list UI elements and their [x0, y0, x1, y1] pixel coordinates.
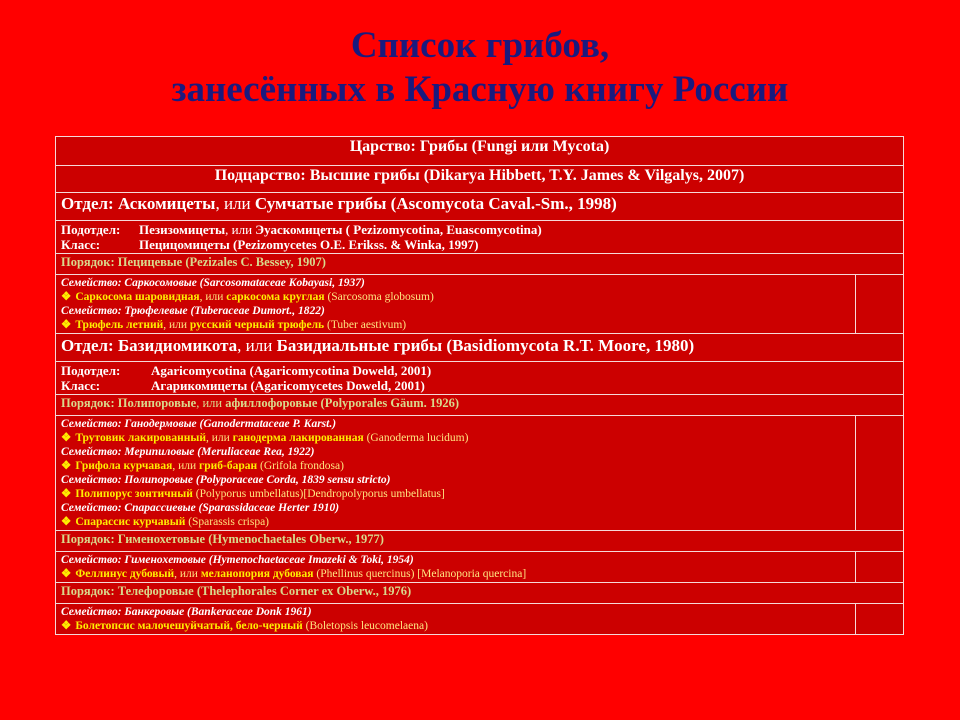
species-latin: (Ganoderma lucidum) — [363, 432, 469, 444]
species-latin: (Grifola frondosa) — [257, 460, 344, 472]
page-title — [0, 24, 960, 112]
species-or: , или — [172, 460, 199, 472]
species-line — [61, 515, 850, 529]
order-row-pezizales — [56, 254, 904, 275]
kingdom-mycota: Mycota — [552, 138, 604, 155]
family-line: Семейство: Мерипиловые (Meruliaceae Rea, 1922) — [61, 446, 315, 458]
subdivision-cell-2 — [56, 362, 904, 395]
order2-alt: афиллофоровые (Polyporales Gäum. 1926) — [225, 396, 460, 410]
subdivision-row-pezizomycotina — [56, 221, 904, 254]
order-row-polyporales — [56, 395, 904, 416]
order-cell-1: Порядок: Пецицевые (Pezizales C. Bessey, 1907) — [56, 254, 904, 275]
bullet-icon: ❖ — [61, 568, 72, 580]
division1-name: Отдел: Аскомицеты — [61, 194, 216, 213]
species-alt: русский черный трюфель — [189, 319, 325, 331]
subkingdom-cell: Подцарство: Высшие грибы (Dikarya Hibbett, T.Y. James & Vilgalys, 2007) — [56, 166, 904, 193]
families-row-4 — [56, 604, 904, 635]
family-line: Семейство: Гименохетовые (Hymenochaetaceae Imazeki & Toki, 1954) — [61, 554, 414, 566]
division2-or: , или — [237, 336, 277, 355]
families-cell-3 — [56, 552, 856, 583]
families-cell-1 — [56, 275, 856, 334]
family-line: Семейство: Полипоровые (Polyporaceae Corda, 1839 sensu stricto) — [61, 474, 391, 486]
bullet-icon: ❖ — [61, 432, 72, 444]
species-alt: саркосома круглая — [226, 291, 325, 303]
family-line: Семейство: Саркосомовые (Sarcosomataceae Kobayasi, 1937) — [61, 277, 365, 289]
division2-name: Отдел: Базидиомикота — [61, 336, 238, 355]
class-name: Пецицомицеты (Pezizomycetes O.E. Erikss. & Winka, 1997) — [139, 237, 479, 252]
subdivision-label: Подотдел: — [61, 222, 121, 237]
class-label: Класс: — [61, 378, 101, 393]
order-cell-2 — [56, 395, 904, 416]
species-name: Спарассис курчавый — [75, 516, 186, 528]
species-latin: (Tuber aestivum) — [324, 319, 407, 331]
subdivision-row-agaricomycotina — [56, 362, 904, 395]
kingdom-fungi: Fungi — [477, 138, 518, 155]
bullet-icon: ❖ — [61, 291, 72, 303]
order2-name: Порядок: Полипоровые — [61, 396, 197, 410]
bullet-icon: ❖ — [61, 460, 72, 472]
empty-cell — [856, 552, 904, 583]
species-name: Полипорус зонтичный — [75, 488, 193, 500]
species-line — [61, 619, 850, 633]
title-line-1: Список грибов, — [350, 25, 610, 66]
order-row-hymenochaetales — [56, 531, 904, 552]
species-line — [61, 459, 850, 473]
division-cell-ascomycota — [56, 193, 904, 221]
family-line: Семейство: Трюфелевые (Tuberaceae Dumort., 1822) — [61, 305, 325, 317]
species-latin: (Sarcosoma globosum) — [324, 291, 434, 303]
bullet-icon: ❖ — [61, 516, 72, 528]
class-label: Класс: — [61, 237, 101, 252]
order2-or: , или — [196, 396, 226, 410]
species-latin: (Phellinus quercinus) [Melanoporia quercina] — [313, 568, 527, 580]
class-name: Агарикомицеты (Agaricomycetes Doweld, 2001) — [151, 378, 425, 393]
title-line-2: занесённых в Красную книгу России — [171, 69, 789, 110]
species-or: , или — [205, 432, 233, 444]
subdivision-alt: Эуаскомицеты ( Pezizomycotina, Euascomycotina) — [255, 222, 542, 237]
kingdom-cell — [56, 137, 904, 166]
empty-cell — [856, 604, 904, 635]
species-name: Феллинус дубовый — [75, 568, 175, 580]
subdivision-or: , или — [225, 222, 256, 237]
subdivision-name: Пезизомицеты — [139, 222, 226, 237]
taxonomy-table — [55, 136, 904, 635]
bullet-icon: ❖ — [61, 488, 72, 500]
bullet-icon: ❖ — [61, 319, 72, 331]
species-latin: (Polyporus umbellatus)[Dendropolyporus umbellatus] — [192, 488, 445, 500]
species-or: , или — [163, 319, 190, 331]
species-line — [61, 318, 850, 332]
division2-alt: Базидиальные грибы (Basidiomycota R.T. Moore, 1980) — [276, 336, 695, 355]
species-name: Саркосома шаровидная — [75, 291, 200, 303]
family-line: Семейство: Спарассиевые (Sparassidaceae Herter 1910) — [61, 502, 340, 514]
order-cell-4: Порядок: Телефоровые (Thelephorales Corner ex Oberw., 1976) — [56, 583, 904, 604]
families-row-2 — [56, 416, 904, 531]
species-name: Трюфель летний — [75, 319, 164, 331]
species-or: , или — [174, 568, 201, 580]
subdivision-cell-1 — [56, 221, 904, 254]
order-cell-3: Порядок: Гименохетовые (Hymenochaetales Oberw., 1977) — [56, 531, 904, 552]
species-alt: меланопория дубовая — [200, 568, 314, 580]
bullet-icon: ❖ — [61, 620, 72, 632]
kingdom-row — [56, 137, 904, 166]
subkingdom-row — [56, 166, 904, 193]
families-cell-4 — [56, 604, 856, 635]
families-row-1 — [56, 275, 904, 334]
division-row-ascomycota — [56, 193, 904, 221]
division-cell-basidiomycota — [56, 334, 904, 362]
family-line: Семейство: Банкеровые (Bankeraceae Donk 1961) — [61, 606, 312, 618]
empty-cell — [856, 416, 904, 531]
species-alt: гриб-баран — [199, 460, 258, 472]
families-cell-2 — [56, 416, 856, 531]
division1-or: , или — [215, 194, 255, 213]
families-row-3 — [56, 552, 904, 583]
division-row-basidiomycota — [56, 334, 904, 362]
subdivision-name: Agaricomycotina (Agaricomycotina Doweld, 2001) — [151, 363, 432, 378]
species-or: , или — [199, 291, 227, 303]
order-row-thelephorales — [56, 583, 904, 604]
species-line — [61, 431, 850, 445]
species-line — [61, 487, 850, 501]
species-latin: (Sparassis crispa) — [185, 516, 270, 528]
empty-cell — [856, 275, 904, 334]
kingdom-close: ) — [603, 138, 610, 155]
kingdom-label: Царство: Грибы ( — [349, 138, 477, 155]
species-name: Трутовик лакированный — [75, 432, 206, 444]
family-line: Семейство: Ганодермовые (Ganodermataceae P. Karst.) — [61, 418, 337, 430]
species-name: Грифола курчавая — [75, 460, 173, 472]
kingdom-or: или — [517, 138, 553, 155]
species-latin: (Boletopsis leucomelaena) — [302, 620, 428, 632]
subdivision-label: Подотдел: — [61, 363, 121, 378]
species-name: Болетопсис малочешуйчатый, бело-черный — [75, 620, 303, 632]
species-line — [61, 290, 850, 304]
species-alt: ганодерма лакированная — [232, 432, 364, 444]
species-line — [61, 567, 850, 581]
division1-alt: Сумчатые грибы (Ascomycota Caval.-Sm., 1998) — [254, 194, 617, 213]
